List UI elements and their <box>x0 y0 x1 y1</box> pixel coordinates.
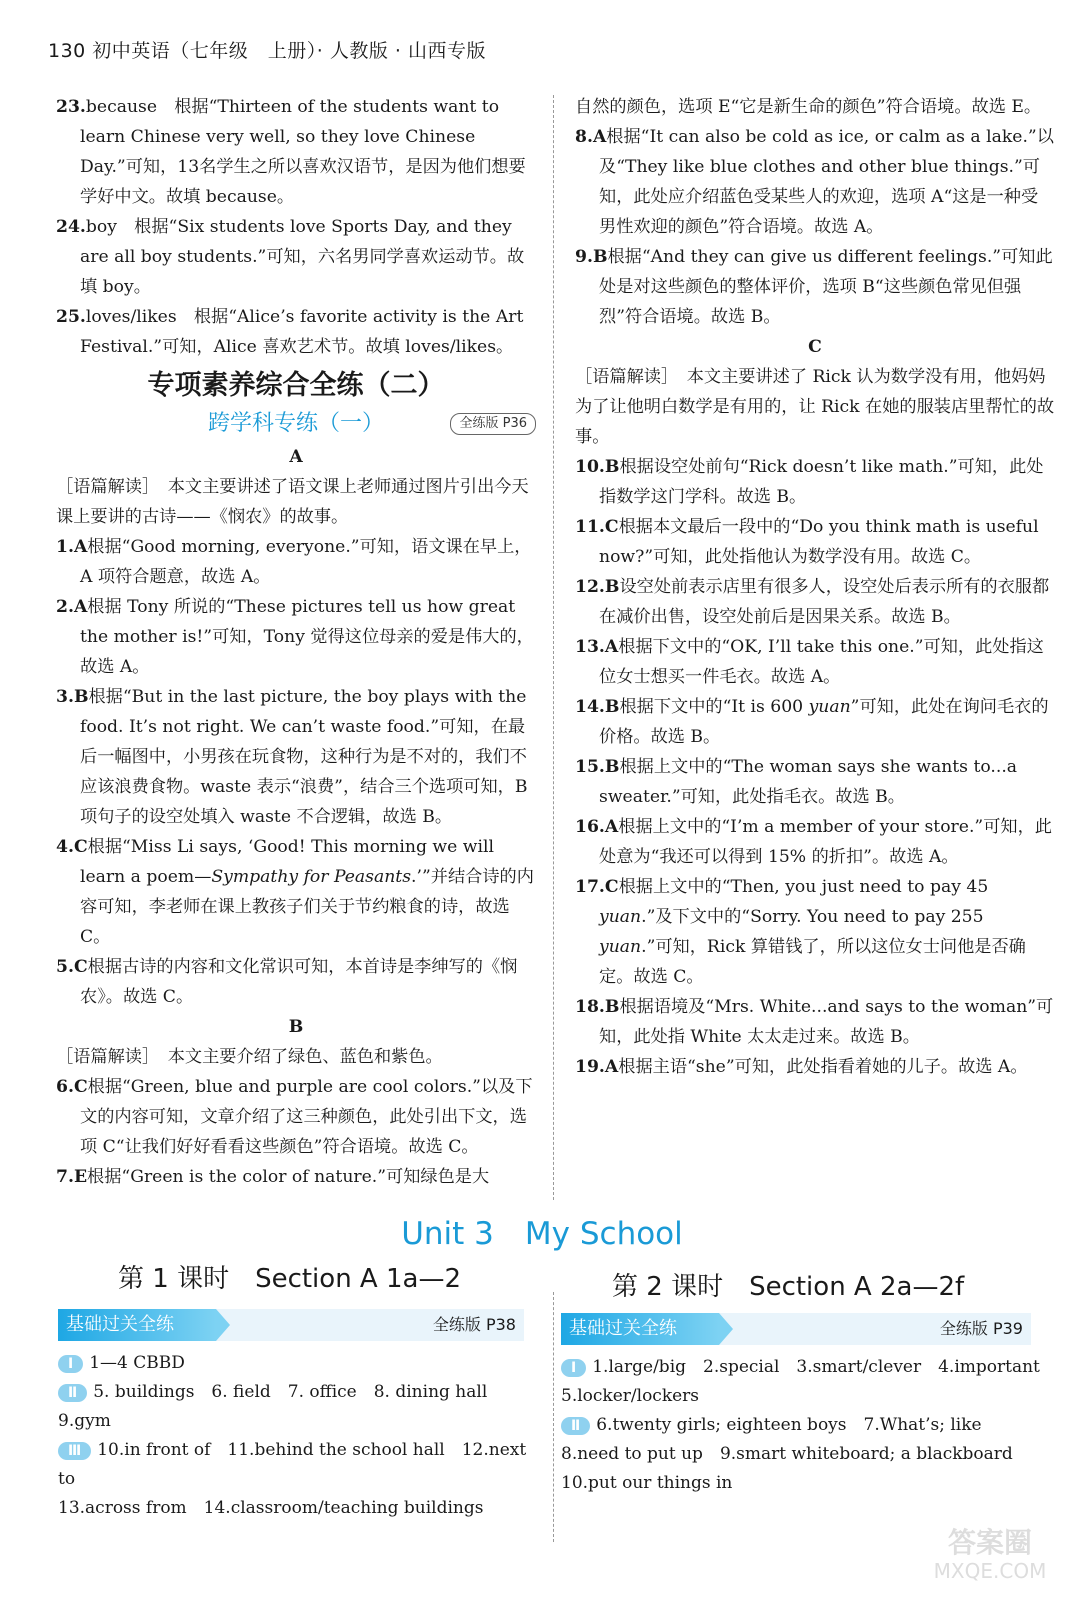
answer-text: .”及下文中的“Sorry. You need to pay 255 <box>641 907 984 927</box>
answer-line-text: 10.in front of 11.behind the school hall 12.next to <box>58 1440 527 1489</box>
answer-text: 根据“Good morning, everyone.”可知，语文课在早上，A 项符合题意，故选 A。 <box>80 537 532 587</box>
answer-item <box>56 682 536 832</box>
answer-number: 13.A <box>575 637 619 657</box>
answer-item <box>575 692 1055 752</box>
continued-text: 自然的颜色，选项 E“它是新生命的颜色”符合语境。故选 E。 <box>575 97 1042 117</box>
lesson1-tag: 基础过关全练 <box>58 1309 216 1341</box>
answer-number: 6.C <box>56 1077 88 1097</box>
answer-text: 根据上文中的“Then, you just need to pay 45 <box>618 877 989 897</box>
answer-line <box>58 1378 538 1407</box>
answer-number: 19.A <box>575 1057 619 1077</box>
answer-item <box>56 592 536 682</box>
answer-number: 18.B <box>575 997 620 1017</box>
answer-line <box>58 1494 538 1523</box>
answer-line-text: 6.twenty girls; eighteen boys 7.What’s; like <box>596 1415 982 1435</box>
answer-text: 根据“It can also be cold as ice, or calm as a lake.”以及“They like blue clothes and other blue things.”可知，此处应介绍蓝色受某些人的欢迎，选项 A“这是一种受男性欢迎的颜色”符合语境。故选 A。 <box>599 127 1054 237</box>
answer-number: 16.A <box>575 817 619 837</box>
answer-line <box>561 1411 1041 1440</box>
answer-line-text: 8.need to put up 9.smart whiteboard; a blackboard <box>561 1444 1013 1464</box>
roman-numeral-badge: Ⅱ <box>58 1384 87 1402</box>
part-b-heading: B <box>288 1017 304 1037</box>
answer-text: 根据“Miss Li says, ‘Good! This morning we will learn a poem— <box>80 837 494 887</box>
watermark-logo <box>920 1516 1060 1586</box>
answer-item <box>56 1072 536 1162</box>
part-a-heading: A <box>289 447 303 467</box>
answer-item <box>56 832 536 952</box>
answer-line-text: 9.gym <box>58 1411 111 1431</box>
answer-text: ”可知，此处在询问毛衣的价格。故选 B。 <box>599 697 1049 747</box>
answer-item <box>56 92 536 212</box>
answer-text: 根据本文最后一段中的“Do you think math is useful now?”可知，此处指他认为数学没有用。故选 C。 <box>599 517 1039 567</box>
answer-line <box>561 1382 1041 1411</box>
answer-number: 10.B <box>575 457 620 477</box>
page-ref-badge: 全练版 P36 <box>450 413 536 435</box>
section-title: 专项素养综合全练（二） <box>147 370 445 401</box>
roman-numeral-badge: Ⅲ <box>58 1442 91 1460</box>
answer-italic: yuan <box>808 697 851 717</box>
answer-text: 根据上文中的“I’m a member of your store.”可知，此处意为“我还可以得到 15% 的折扣”。故选 A。 <box>599 817 1052 867</box>
answer-item <box>575 452 1055 512</box>
answer-number: 25. <box>56 307 86 327</box>
answer-text: .’”并结合诗的内容可知，李老师在课上教孩子们关于节约粮食的诗，故选 C。 <box>80 867 534 947</box>
answer-text: 根据“But in the last picture, the boy plays with the food. It’s not right. We can’t waste food.”可知，在最后一幅图中，小男孩在玩食物，这种行为是不对的，我们不应该浪费食物。waste 表示“浪费”，结合三个选项可知，B 项句子的设空处填入 waste 不合逻辑，故选 B。 <box>80 687 528 827</box>
answer-line <box>58 1407 538 1436</box>
answer-number: 8.A <box>575 127 607 147</box>
answer-item <box>575 632 1055 692</box>
lesson2-title: 第 2 课时 Section A 2a—2f <box>612 1272 965 1302</box>
answer-number: 9.B <box>575 247 608 267</box>
subsection-label: 跨学科专练（一） <box>207 411 384 436</box>
answer-text: 根据下文中的“OK, I’ll take this one.”可知，此处指这位女士想买一件毛衣。故选 A。 <box>599 637 1044 687</box>
answer-number: 2.A <box>56 597 88 617</box>
answer-text: 根据“Green, blue and purple are cool colors.”以及下文的内容可知，文章介绍了这三种颜色，此处引出下文，选项 C“让我们好好看看这些颜色”符合语境。故选 C。 <box>80 1077 533 1157</box>
answer-italic: Sympathy for Peasants <box>211 867 412 887</box>
answer-item <box>575 872 1055 992</box>
answer-line <box>561 1469 1041 1498</box>
answer-line-text: 1—4 CBBD <box>89 1353 185 1373</box>
answer-item <box>56 532 536 592</box>
answer-italic: yuan <box>599 907 642 927</box>
answer-text: 根据语境及“Mrs. White...and says to the woman”可知，此处指 White 太太走过来。故选 B。 <box>599 997 1054 1047</box>
lesson1-title: 第 1 课时 Section A 1a—2 <box>118 1264 462 1294</box>
answer-number: 24. <box>56 217 86 237</box>
answer-text: 根据主语“she”可知，此处指看着她的儿子。故选 A。 <box>618 1057 1028 1077</box>
answer-line <box>58 1436 538 1494</box>
answer-text: because 根据“Thirteen of the students want to learn Chinese very well, so they love Chinese Day.”可知，13名学生之所以喜欢汉语节，是因为他们想要学好中文。故填 because。 <box>80 97 526 207</box>
answer-number: 12.B <box>575 577 620 597</box>
answer-text: loves/likes 根据“Alice’s favorite activity is the Art Festival.”可知，Alice 喜欢艺术节。故填 loves/likes。 <box>80 307 524 357</box>
answer-number: 17.C <box>575 877 619 897</box>
answer-item <box>575 992 1055 1052</box>
roman-numeral-badge: Ⅱ <box>561 1417 590 1435</box>
answer-number: 23. <box>56 97 86 117</box>
answer-text: 根据“Green is the color of nature.”可知绿色是大 <box>87 1167 490 1187</box>
lesson2-tag: 基础过关全练 <box>561 1313 719 1345</box>
answer-text: 根据上文中的“The woman says she wants to...a sweater.”可知，此处指毛衣。故选 B。 <box>599 757 1018 807</box>
answer-item <box>575 1052 1055 1082</box>
answer-item <box>575 572 1055 632</box>
answer-line-text: 5. buildings 6. field 7. office 8. dining hall <box>93 1382 488 1402</box>
left-column <box>56 92 536 1192</box>
answer-line <box>561 1440 1041 1469</box>
lesson2-answers <box>561 1353 1041 1498</box>
answer-text: 根据 Tony 所说的“These pictures tell us how great the mother is!”可知，Tony 觉得这位母亲的爱是伟大的，故选 A。 <box>80 597 534 677</box>
right-column <box>575 92 1055 1082</box>
answer-line-text: 10.put our things in <box>561 1473 733 1493</box>
answer-line-text: 13.across from 14.classroom/teaching buildings <box>58 1498 484 1518</box>
svg-text:答案圈: 答案圈 <box>947 1526 1033 1559</box>
roman-numeral-badge: Ⅰ <box>58 1355 83 1373</box>
answer-text: 根据“And they can give us different feelings.”可知此处是对这些颜色的整体评价，选项 B“这些颜色常见但强烈”符合语境。故选 B。 <box>599 247 1053 327</box>
lesson2-ref: 全练版 P39 <box>939 1319 1023 1338</box>
answer-text: boy 根据“Six students love Sports Day, and they are all boy students.”可知，六名男同学喜欢运动节。故填 boy。 <box>80 217 525 297</box>
answer-item <box>56 302 536 362</box>
answer-item <box>56 1162 536 1192</box>
answer-number: 5.C <box>56 957 88 977</box>
answer-item <box>575 122 1055 242</box>
lesson1-bar <box>58 1309 524 1341</box>
answer-text: 设空处前表示店里有很多人，设空处后表示所有的衣服都在减价出售，设空处前后是因果关系。故选 B。 <box>599 577 1050 627</box>
lesson2-bar <box>561 1313 1031 1345</box>
part-c-intro: ［语篇解读］ 本文主要讲述了 Rick 认为数学没有用，他妈妈为了让他明白数学是有用的，让 Rick 在她的服装店里帮忙的故事。 <box>575 367 1055 447</box>
part-b-intro: ［语篇解读］ 本文主要介绍了绿色、蓝色和紫色。 <box>56 1047 443 1067</box>
column-divider-lower <box>553 1292 554 1542</box>
answer-number: 4.C <box>56 837 88 857</box>
answer-item <box>575 812 1055 872</box>
answer-item <box>575 752 1055 812</box>
subsection-title <box>56 406 536 442</box>
answer-item <box>575 242 1055 332</box>
part-c-heading: C <box>808 337 822 357</box>
unit-title: Unit 3 My School <box>401 1216 683 1252</box>
svg-text:MXQE.COM: MXQE.COM <box>933 1559 1047 1583</box>
answer-number: 15.B <box>575 757 620 777</box>
column-divider <box>553 95 554 1200</box>
answer-number: 3.B <box>56 687 89 707</box>
answer-item <box>575 512 1055 572</box>
answer-line-text: 1.large/big 2.special 3.smart/clever 4.important <box>592 1357 1040 1377</box>
answer-line <box>561 1353 1041 1382</box>
answer-item <box>56 212 536 302</box>
page-header: 130 初中英语（七年级 上册）· 人教版 · 山西专版 <box>48 40 487 62</box>
answer-text: 根据古诗的内容和文化常识可知，本首诗是李绅写的《悯农》。故选 C。 <box>80 957 518 1007</box>
lesson1-ref: 全练版 P38 <box>432 1315 516 1334</box>
answer-line <box>58 1349 538 1378</box>
answer-line-text: 5.locker/lockers <box>561 1386 700 1406</box>
answer-number: 11.C <box>575 517 619 537</box>
answer-number: 14.B <box>575 697 620 717</box>
answer-item <box>56 952 536 1012</box>
answer-italic: yuan <box>599 937 642 957</box>
answer-number: 1.A <box>56 537 88 557</box>
answer-number: 7.E <box>56 1167 88 1187</box>
answer-text: 根据设空处前句“Rick doesn’t like math.”可知，此处指数学这门学科。故选 B。 <box>599 457 1044 507</box>
part-a-intro: ［语篇解读］ 本文主要讲述了语文课上老师通过图片引出今天课上要讲的古诗——《悯农》的故事。 <box>56 477 529 527</box>
answer-text: .”可知，Rick 算错钱了，所以这位女士问他是否确定。故选 C。 <box>599 937 1026 987</box>
lesson1-answers <box>58 1349 538 1523</box>
answer-text: 根据下文中的“It is 600 <box>619 697 809 717</box>
roman-numeral-badge: Ⅰ <box>561 1359 586 1377</box>
